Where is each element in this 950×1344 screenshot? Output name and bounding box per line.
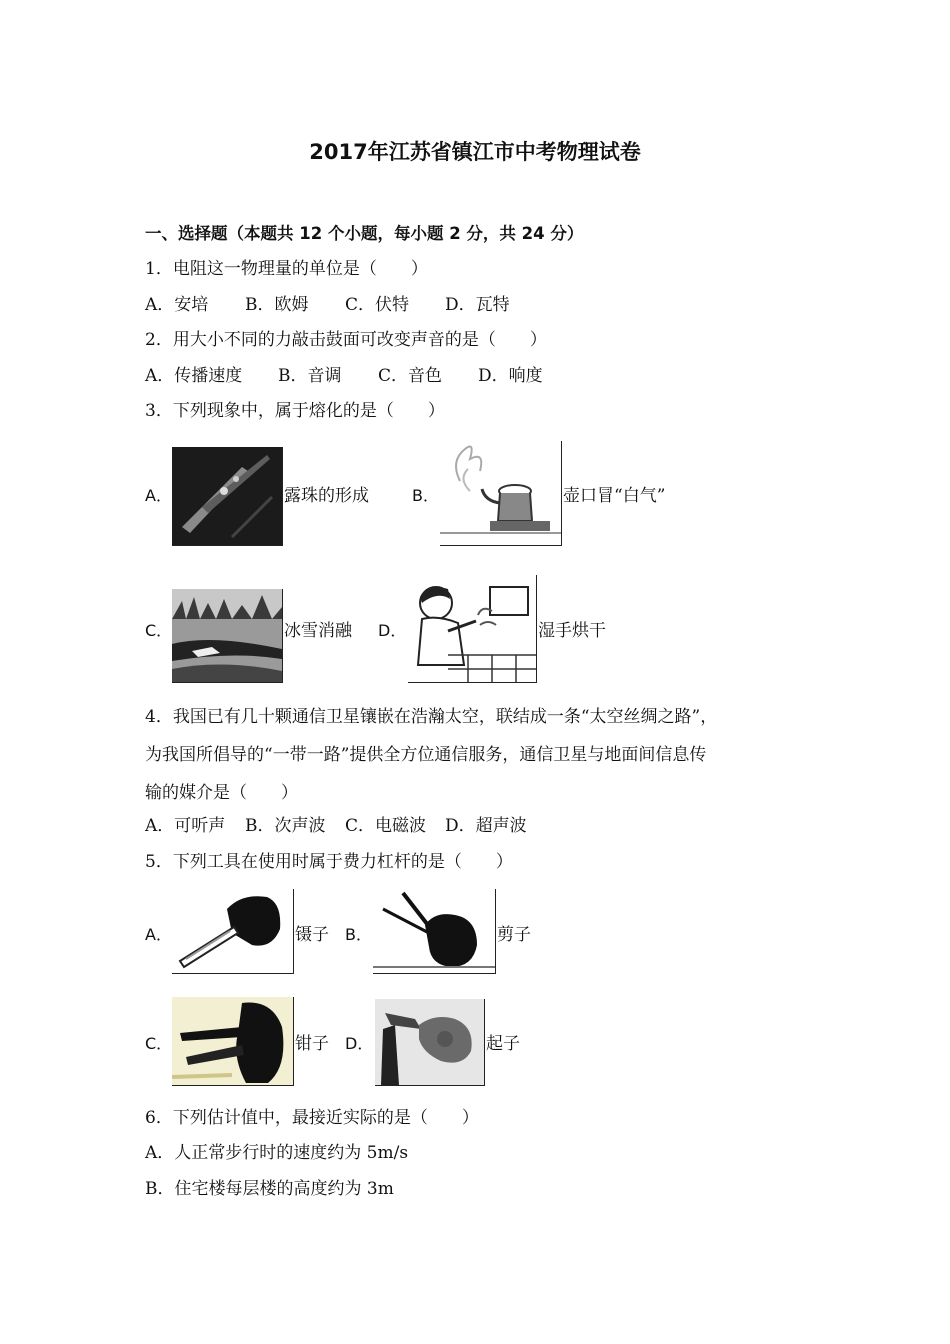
question-2-stem: 2．用大小不同的力敲击鼓面可改变声音的是（ ） xyxy=(145,330,547,350)
option-c[interactable]: C．伏特 xyxy=(345,295,410,315)
option-c-label[interactable]: C． xyxy=(145,621,173,640)
option-b[interactable]: B．住宅楼每层楼的高度约为 3m xyxy=(145,1179,394,1199)
scissors-image xyxy=(373,889,496,974)
option-d[interactable]: D．响度 xyxy=(478,366,543,386)
option-b-caption: 剪子 xyxy=(497,925,531,945)
option-d-caption: 湿手烘干 xyxy=(538,621,606,641)
option-c[interactable]: C．音色 xyxy=(378,366,443,386)
option-c-caption: 冰雪消融 xyxy=(284,621,352,641)
option-a[interactable]: A．安培 xyxy=(145,295,209,315)
option-b-label[interactable]: B． xyxy=(345,925,372,944)
option-a-label[interactable]: A． xyxy=(145,925,172,944)
hand-dryer-image xyxy=(408,575,537,683)
option-b[interactable]: B．次声波 xyxy=(245,816,326,836)
option-a-caption: 露珠的形成 xyxy=(284,486,369,506)
option-b[interactable]: B．欧姆 xyxy=(245,295,309,315)
option-d-caption: 起子 xyxy=(486,1034,520,1054)
option-b-label[interactable]: B． xyxy=(412,486,439,505)
kettle-steam-image xyxy=(440,441,562,546)
question-2-options xyxy=(145,365,543,387)
snow-melting-image xyxy=(172,589,283,683)
option-a[interactable]: A．传播速度 xyxy=(145,366,243,386)
option-c-caption: 钳子 xyxy=(295,1034,329,1054)
option-d[interactable]: D．瓦特 xyxy=(445,295,510,315)
option-a-caption: 镊子 xyxy=(295,925,329,945)
option-d[interactable]: D．超声波 xyxy=(445,816,527,836)
question-1-stem: 1．电阻这一物理量的单位是（ ） xyxy=(145,259,428,279)
page-title: 2017年江苏省镇江市中考物理试卷 xyxy=(309,140,641,164)
question-4-stem-line-1: 4．我国已有几十颗通信卫星镶嵌在浩瀚太空，联结成一条“太空丝绸之路”， xyxy=(145,707,718,727)
option-b-caption: 壶口冒“白气” xyxy=(563,486,666,506)
option-c[interactable]: C．电磁波 xyxy=(345,816,427,836)
section-heading: 一、选择题（本题共 12 个小题，每小题 2 分，共 24 分） xyxy=(145,224,584,243)
dew-formation-image xyxy=(172,447,283,546)
option-c-label[interactable]: C． xyxy=(145,1034,173,1053)
question-5-stem: 5．下列工具在使用时属于费力杠杆的是（ ） xyxy=(145,852,513,872)
pliers-image xyxy=(172,997,294,1086)
option-d-label[interactable]: D． xyxy=(378,621,407,640)
tweezers-image xyxy=(172,889,294,974)
question-1-options xyxy=(145,294,510,316)
question-4-stem-line-3: 输的媒介是（ ） xyxy=(145,783,298,803)
option-a[interactable]: A．可听声 xyxy=(145,816,226,836)
option-a-label[interactable]: A． xyxy=(145,486,172,505)
question-3-stem: 3．下列现象中，属于熔化的是（ ） xyxy=(145,401,445,421)
question-4-stem-line-2: 为我国所倡导的“一带一路”提供全方位通信服务，通信卫星与地面间信息传 xyxy=(145,745,707,765)
option-a[interactable]: A．人正常步行时的速度约为 5m/s xyxy=(145,1143,409,1163)
bottle-opener-image xyxy=(375,999,485,1086)
question-4-options xyxy=(145,815,527,837)
question-6-stem: 6．下列估计值中，最接近实际的是（ ） xyxy=(145,1108,479,1128)
option-d-label[interactable]: D． xyxy=(345,1034,374,1053)
option-b[interactable]: B．音调 xyxy=(278,366,342,386)
